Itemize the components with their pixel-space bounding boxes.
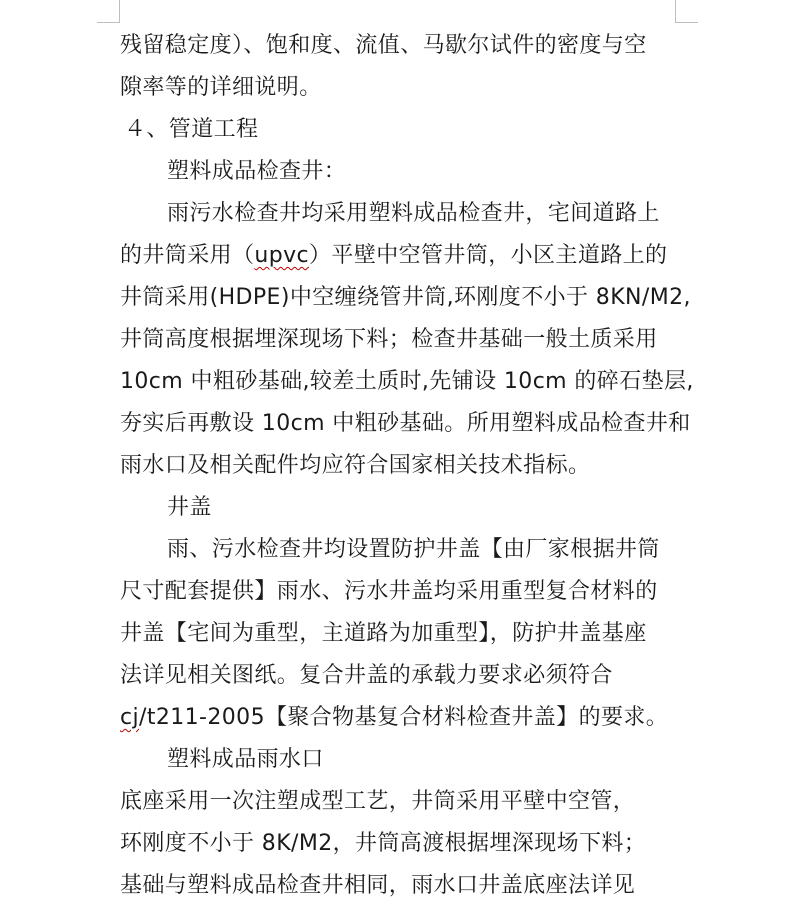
subsection-heading: 井盖 [167,495,212,520]
text-line: 井筒高度根据埋深现场下料；检查井基础一般土质采用 [120,327,658,352]
subsection-heading: 塑料成品检查井： [167,159,347,184]
spellcheck-underlined-word: upvc [254,243,310,268]
text-line: 夯实后再敷设 10cm 中粗砂基础。所用塑料成品检查井和 [120,411,691,436]
document-body [120,25,702,907]
section-heading: ４、管道工程 [124,117,259,142]
text-line: 隙率等的详细说明。 [120,75,322,100]
text-fragment: /t211-2005【聚合物基复合材料检查井盖】的要求。 [139,705,669,730]
text-line: 残留稳定度）、饱和度、流值、马歇尔试件的密度与空 [120,33,647,58]
text-fragment: 的井筒采用（ [120,243,255,268]
text-fragment: ）平壁中空管井筒，小区主道路上的 [309,243,668,268]
crop-mark-top-left [97,0,120,23]
text-line: 底座采用一次注塑成型工艺，井筒采用平壁中空管， [120,789,636,814]
text-line: 雨污水检查井均采用塑料成品检查井，宅间道路上 [167,201,660,226]
text-line: 雨水口及相关配件均应符合国家相关技术指标。 [120,453,591,478]
text-line: 法详见相关图纸。复合井盖的承载力要求必须符合 [120,663,613,688]
text-line: 雨、污水检查井均设置防护井盖【由厂家根据井筒 [167,537,660,562]
text-line [120,697,702,739]
subsection-heading: 塑料成品雨水口 [167,747,324,772]
text-line: 基础与塑料成品检查井相同，雨水口井盖底座法详见 [120,873,636,898]
crop-mark-top-right [675,0,698,23]
text-line: 井筒采用(HDPE)中空缠绕管井筒,环刚度不小于 8KN/M2, [120,285,691,310]
text-line [120,235,702,277]
text-line: 10cm 中粗砂基础,较差土质时,先铺设 10cm 的碎石垫层, [120,369,694,394]
text-line: 环刚度不小于 8K/M2，井筒高渡根据埋深现场下料； [120,831,647,856]
text-line: 尺寸配套提供】雨水、污水井盖均采用重型复合材料的 [120,579,658,604]
text-line: 井盖【宅间为重型，主道路为加重型】，防护井盖基座 [120,621,647,646]
spellcheck-underlined-word: cj [120,705,140,730]
